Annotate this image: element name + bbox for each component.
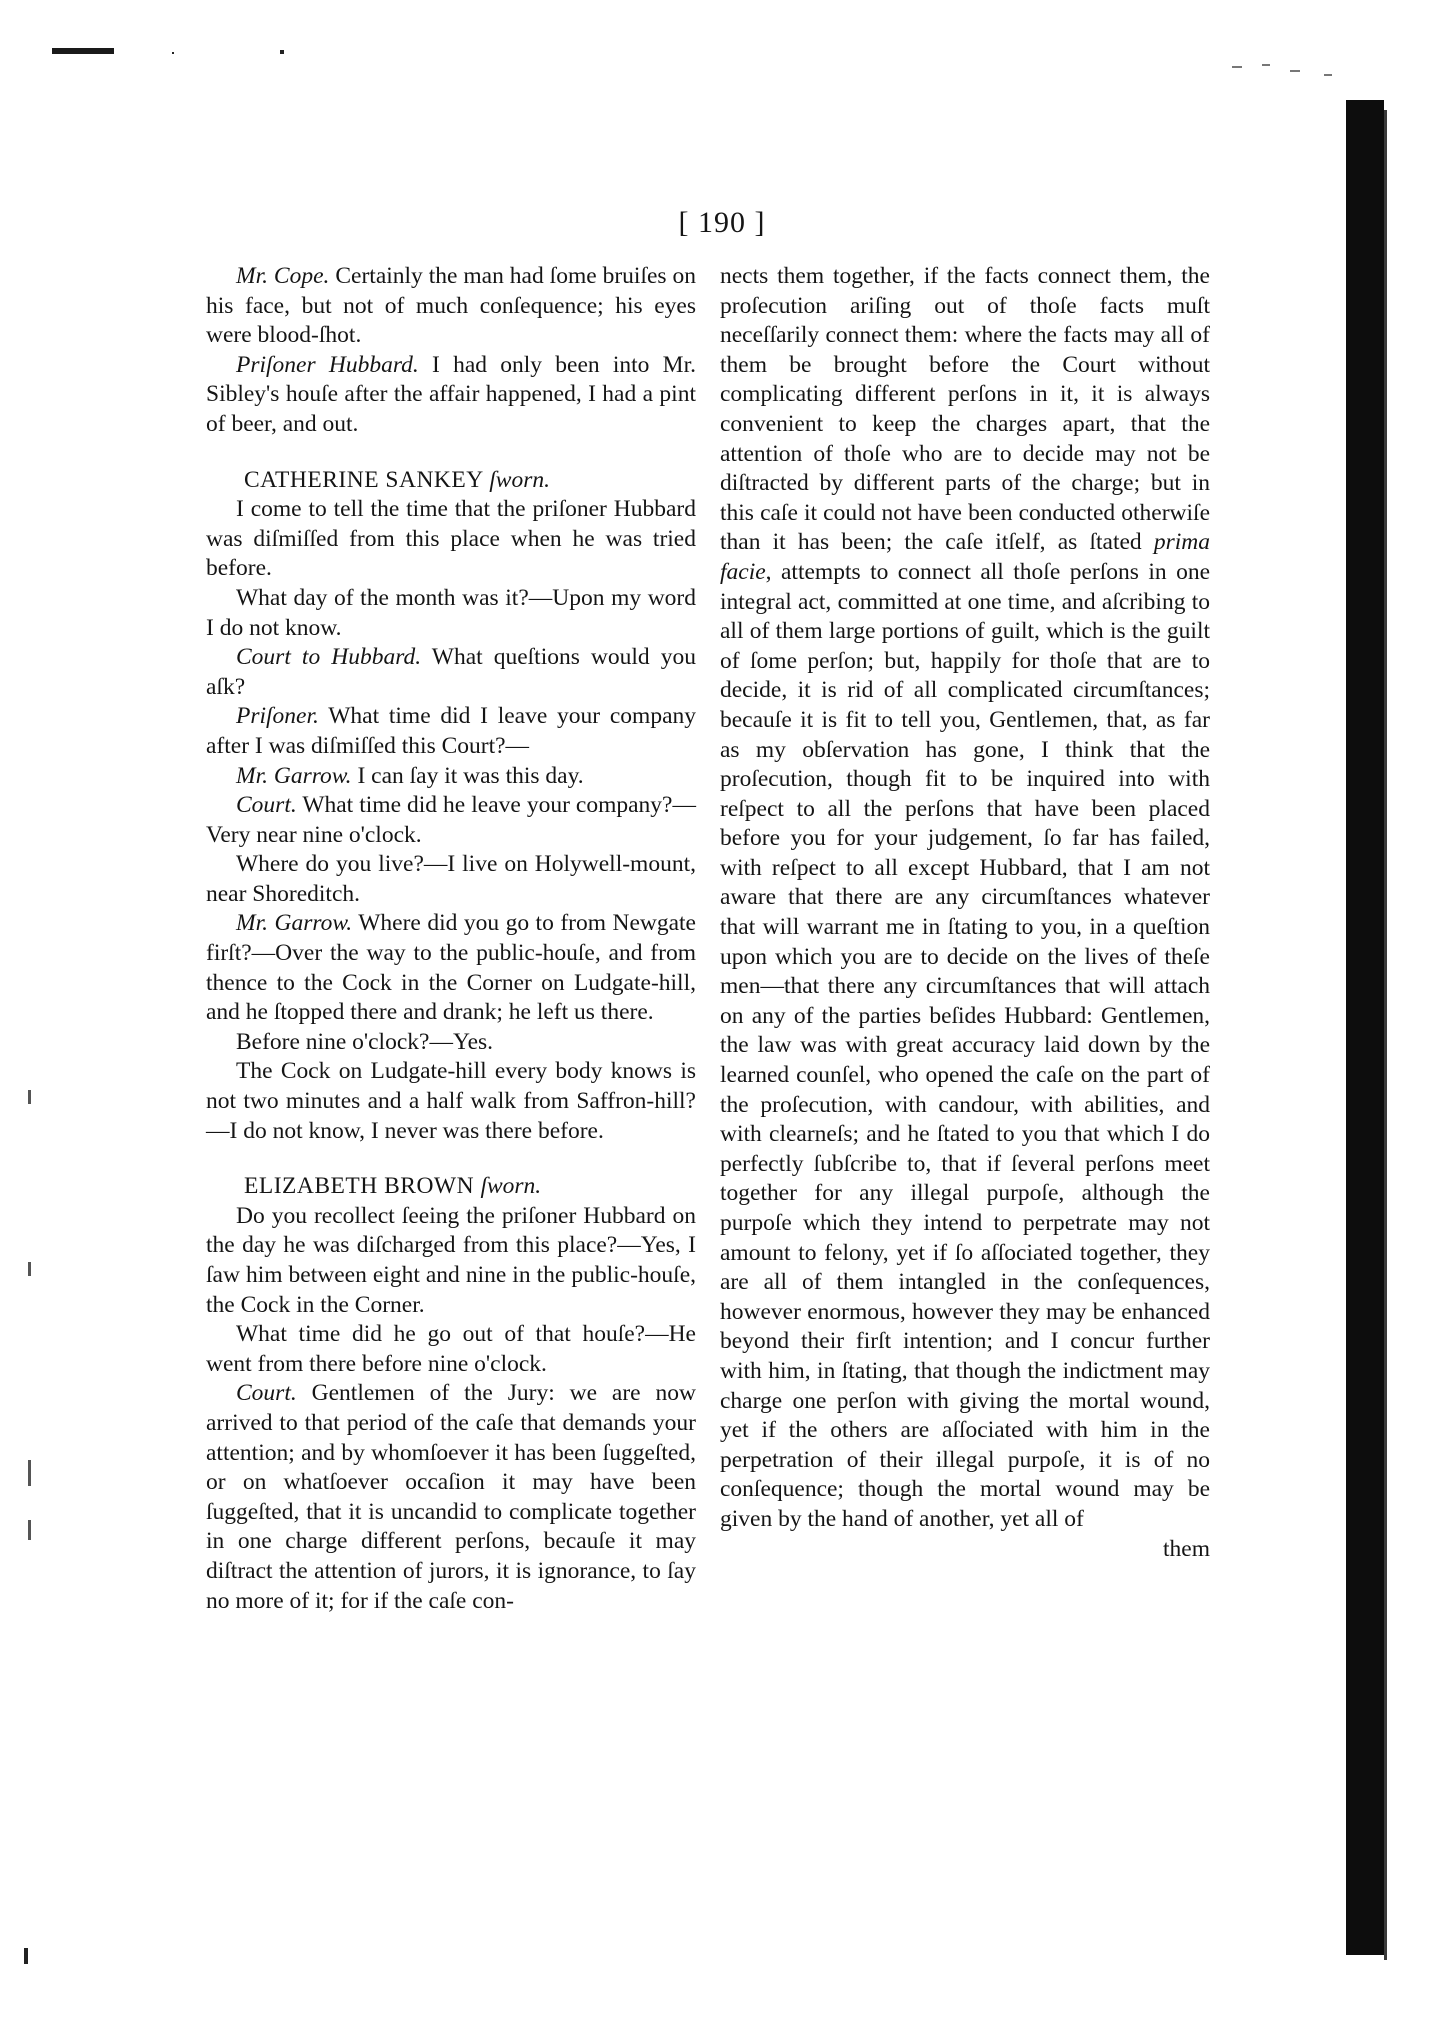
testimony-paragraph — [206, 495, 696, 584]
scan-artifact-dash — [1262, 64, 1270, 66]
scan-binding-edge — [1384, 110, 1387, 1960]
testimony-paragraph — [206, 262, 696, 351]
speaker-label: Court. — [236, 792, 297, 819]
testimony-paragraph — [206, 791, 696, 850]
testimony-text: Before nine o'clock?—Yes. — [236, 1028, 494, 1055]
testimony-text: The Cock on Ludgate-hill every body knows is not two minutes and a half walk from Saffron-hill?—I do not know, I never was there before. — [206, 1058, 696, 1144]
testimony-paragraph — [206, 643, 696, 702]
speaker-label: Mr. Garrow. — [236, 762, 352, 789]
testimony-paragraph — [206, 1202, 696, 1320]
scan-artifact-tick — [24, 1948, 28, 1964]
testimony-paragraph — [206, 909, 696, 1027]
testimony-text: Do you recollect ſeeing the priſoner Hubbard on the day he was diſcharged from this place?—Yes, I ſaw him between eight and nine in the public-houſe, the Cock in the Corner. — [206, 1202, 696, 1318]
sworn-label: ſworn. — [489, 466, 550, 493]
testimony-paragraph — [206, 351, 696, 440]
witness-name: ELIZABETH BROWN — [244, 1173, 475, 1200]
testimony-paragraph — [206, 762, 696, 792]
testimony-text: I can ſay it was this day. — [351, 762, 584, 789]
testimony-text: Gentlemen of the Jury: we are now arrived to that period of the caſe that demands your attention; and by whomſoever it has been ſuggeſted, or on whatſoever occaſion it may have been ſuggeſted, that it is uncandid to complicate together in one charge different perſons, becauſe it may diſtract the attention of jurors, it is ignorance, to ſay no more of it; for if the caſe con- — [206, 1380, 696, 1614]
testimony-text: I come to tell the time that the priſoner Hubbard was diſmiſſed from this place when he was tried before. — [206, 496, 696, 582]
scan-artifact-tick — [28, 1460, 31, 1486]
testimony-text: What time did he leave your company?—Very near nine o'clock. — [206, 792, 696, 848]
speaker-label: Mr. Cope. — [236, 263, 330, 289]
testimony-text: Where do you live?—I live on Holywell-mount, near Shoreditch. — [206, 851, 696, 907]
speaker-label: Court to Hubbard. — [236, 644, 422, 671]
scan-artifact-dot — [172, 52, 174, 54]
testimony-text: I had only been into Mr. Sibley's houſe after the affair happened, I had a pint of beer, and out. — [206, 351, 696, 437]
testimony-text: Certainly the man had ſome bruiſes on his face, but not of much conſequence; his eyes were blood-ſhot. — [206, 263, 696, 349]
scan-artifact-tick — [28, 1520, 31, 1540]
scan-artifact-dash — [1324, 74, 1332, 76]
page-number: [ 190 ] — [678, 206, 766, 239]
testimony-text: Where did you go to from Newgate firſt?—Over the way to the public-houſe, and from thence to the Cock in the Corner on Ludgate-hill, and he ſtopped there and drank; he left us there. — [206, 910, 696, 1026]
scan-artifact-dot — [280, 50, 284, 54]
testimony-paragraph — [206, 850, 696, 909]
witness-heading — [206, 466, 696, 496]
scan-artifact-dash — [1232, 66, 1242, 68]
scan-binding-shadow — [1346, 100, 1384, 1955]
court-charge-continuation — [720, 262, 1210, 1535]
scan-artifact-tick — [28, 1090, 31, 1104]
testimony-paragraph — [206, 584, 696, 643]
scan-artifact-dash — [1290, 70, 1300, 72]
testimony-paragraph — [206, 1028, 696, 1058]
testimony-paragraph — [206, 1320, 696, 1379]
right-text-column — [720, 262, 1210, 1564]
sworn-label: ſworn. — [480, 1173, 542, 1200]
charge-text-part-2: , attempts to connect all thoſe perſons in one integral act, committed at one time, and aſcribing to all of them large portions of guilt, which is the guilt of ſome perſon; but, happily for thoſe that are to decide, it is rid of all complicated circumſtances; becauſe it is fit to tell you, Gentlemen, that, as far as my obſervation has gone, I think that the proſecution, though fit to be inquired into with reſpect to all the perſons that have been placed before you for your judgement, ſo far has failed, with reſpect to all except Hubbard, that I am not aware that there are any circumſtances whatever that will warrant me in ſtating to you, in a queſtion upon which you are to decide on the lives of theſe men—that there any circumſtances that will attach on any of the parties beſides Hubbard: Gentlemen, the law was with great accuracy laid down by the learned counſel, who opened the caſe on the part of the proſecution, with candour, with abilities, and with clearneſs; and he ſtated to you that which I do perfectly ſubſcribe to, that if ſeveral perſons meet together for any illegal purpoſe, although the purpoſe which they intend to perpetrate may not amount to felony, yet if ſo aſſociated together, they are all of them intangled in the conſequences, however enormous, however they may be enhanced beyond their firſt intention; and I concur further with him, in ſtating, that though the indictment may charge one perſon with giving the mortal wound, yet if the others are aſſociated with him in the perpetration of their illegal purpoſe, it is of no conſequence; though the mortal wound may be given by the hand of another, yet all of — [720, 558, 1210, 1532]
speaker-label: Priſoner Hubbard. — [236, 351, 419, 378]
testimony-paragraph — [206, 1057, 696, 1146]
speaker-label: Priſoner. — [236, 703, 319, 730]
charge-latin-phrase: prima facie — [720, 529, 1210, 585]
catchword: them — [1163, 1535, 1210, 1562]
charge-text-part-1: nects them together, if the facts connect them, the proſecution ariſing out of thoſe facts muſt neceſſarily connect them: where the facts may all of them be brought before the Court without complicating different perſons in it, it is always convenient to keep the charges apart, that the attention of thoſe who are to decide may not be diſtracted by different parts of the charge; but in this caſe it could not have been conducted otherwiſe than it has been; the caſe itſelf, as ſtated — [720, 263, 1210, 556]
testimony-text: What time did I leave your company after I was diſmiſſed this Court?— — [206, 703, 696, 759]
testimony-paragraph — [206, 702, 696, 761]
speaker-label: Court. — [236, 1380, 297, 1407]
witness-heading — [206, 1172, 696, 1202]
scan-artifact-tick — [28, 1262, 31, 1276]
witness-name: CATHERINE SANKEY — [244, 466, 483, 493]
testimony-text: What time did he go out of that houſe?—He went from there before nine o'clock. — [206, 1321, 696, 1377]
testimony-paragraph — [206, 1379, 696, 1616]
left-text-column — [206, 262, 696, 1616]
speaker-label: Mr. Garrow. — [236, 910, 353, 937]
scan-artifact-mark — [52, 48, 114, 54]
testimony-text: What queſtions would you aſk? — [206, 644, 696, 700]
testimony-text: What day of the month was it?—Upon my word I do not know. — [206, 584, 696, 641]
